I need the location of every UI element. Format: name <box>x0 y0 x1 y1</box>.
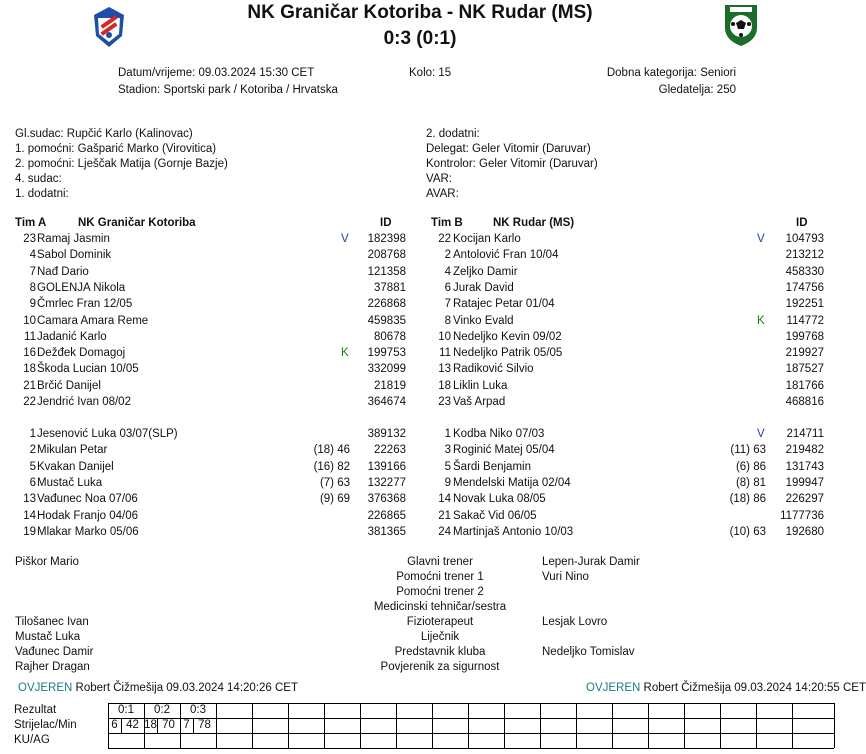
staff-home-name: Vađunec Damir <box>15 646 94 658</box>
grid-line <box>756 703 757 748</box>
staff-home-name: Piškor Mario <box>15 556 79 568</box>
player-number: 13 <box>23 493 36 506</box>
player-name: Vaš Arpad <box>453 396 506 408</box>
match-title: NK Graničar Kotoriba - NK Rudar (MS) <box>247 2 593 23</box>
captain-mark: K <box>757 314 765 327</box>
player-id: 37881 <box>374 281 406 294</box>
staff-away-name: Lepen-Jurak Damir <box>542 556 640 568</box>
player-number: 16 <box>23 347 36 360</box>
player-id: 80678 <box>374 330 406 343</box>
player-name: Čmrlec Fran 12/05 <box>37 298 133 311</box>
staff-role: Pomoćni trener 1 <box>396 571 484 583</box>
staff-role: Predstavnik kluba <box>394 646 486 658</box>
grid-line <box>540 703 541 748</box>
player-name: Vinko Evald <box>453 314 514 327</box>
player-name: Jurak David <box>453 281 514 294</box>
player-number: 14 <box>23 509 36 522</box>
player-number: 1 <box>444 428 451 440</box>
player-number: 9 <box>29 298 36 311</box>
player-id: 332099 <box>367 363 406 376</box>
player-id: 199947 <box>785 476 824 489</box>
grid-line <box>193 718 194 733</box>
verification-right-text: Robert Čižmešija 09.03.2024 14:20:55 CET <box>643 682 866 694</box>
player-name: Ratajec Petar 01/04 <box>453 298 555 311</box>
player-name: Vađunec Noa 07/06 <box>37 493 138 506</box>
player-number: 21 <box>23 379 36 392</box>
player-id: 213212 <box>785 249 824 262</box>
player-number: 4 <box>444 265 451 278</box>
player-number: 2 <box>444 249 451 262</box>
staff-role: Medicinski tehničar/sestra <box>373 601 507 613</box>
player-id: 458330 <box>785 265 824 278</box>
player-id: 131743 <box>785 460 824 473</box>
player-number: 8 <box>444 314 451 327</box>
substitution-info: (16) 82 <box>313 460 350 473</box>
player-number: 18 <box>438 379 451 392</box>
staff-home-name: Mustač Luka <box>15 631 81 643</box>
player-id: 192251 <box>785 298 824 311</box>
player-name: Antolović Fran 10/04 <box>453 249 559 262</box>
substitution-info: (6) 86 <box>735 460 766 473</box>
verification-left <box>18 682 298 694</box>
scorer-cell: 70 <box>162 719 175 731</box>
scorer-cell: 42 <box>126 719 139 731</box>
player-name: Jadanić Karlo <box>37 330 107 343</box>
player-name: Mustač Luka <box>37 476 103 489</box>
player-number: 4 <box>29 249 36 262</box>
official-line: Gl.sudac: Rupčić Karlo (Kalinovac) <box>15 128 193 140</box>
player-number: 8 <box>29 281 36 294</box>
team-a-name: NK Graničar Kotoriba <box>78 217 196 229</box>
player-number: 7 <box>444 298 451 311</box>
grid-line <box>648 703 649 748</box>
player-id: 174756 <box>785 281 824 294</box>
staff-role: Fizioterapeut <box>406 616 474 628</box>
player-name: Mikulan Petar <box>37 444 108 457</box>
player-name: Novak Luka 08/05 <box>453 493 546 506</box>
player-number: 1 <box>29 428 36 440</box>
staff-role: Glavni trener <box>407 556 473 568</box>
team-a-id-header: ID <box>380 217 392 229</box>
grid-line <box>108 748 834 749</box>
official-line: AVAR: <box>426 188 459 200</box>
player-id: 1177736 <box>780 509 824 522</box>
player-id: 219482 <box>785 444 824 457</box>
official-line: VAR: <box>426 173 452 185</box>
player-id: 208768 <box>367 249 406 262</box>
player-name: Nedeljko Patrik 05/05 <box>453 347 563 360</box>
match-stadium: Stadion: Sportski park / Kotoriba / Hrvatska <box>118 84 338 96</box>
player-name: Mlakar Marko 05/06 <box>37 525 139 538</box>
verification-left-status: OVJEREN <box>18 682 73 694</box>
grid-line <box>792 703 793 748</box>
goalkeeper-mark: V <box>757 233 765 245</box>
player-name: Camara Amara Reme <box>37 314 149 327</box>
player-name: Škoda Lucian 10/05 <box>37 363 139 376</box>
player-name: Jendrić Ivan 08/02 <box>37 396 131 408</box>
grid-line <box>121 718 122 733</box>
staff-role: Pomoćni trener 2 <box>396 586 484 598</box>
player-id: 132277 <box>367 476 406 489</box>
staff-away-name: Lesjak Lovro <box>542 616 608 628</box>
player-name: GOLENJA Nikola <box>37 281 126 294</box>
player-id: 226865 <box>367 509 406 522</box>
staff-role: Liječnik <box>420 631 460 643</box>
player-id: 187527 <box>785 363 824 376</box>
ku-ag-label: KU/AG <box>14 734 50 746</box>
official-line: 2. pomoćni: Lješčak Matija (Gornje Bazje) <box>15 158 228 170</box>
player-number: 13 <box>438 363 451 376</box>
player-id: 376368 <box>367 493 406 506</box>
player-number: 3 <box>444 444 451 457</box>
player-name: Roginić Matej 05/04 <box>453 444 555 457</box>
grid-line <box>720 703 721 748</box>
official-line: Delegat: Geler Vitomir (Daruvar) <box>426 143 591 155</box>
verification-right <box>586 682 866 694</box>
player-id: 226868 <box>367 298 406 311</box>
player-name: Brčić Danijel <box>37 379 101 392</box>
scorer-cell: 6 <box>111 719 118 731</box>
substitution-info: (18) 86 <box>729 493 766 506</box>
scorer-cell: 18 <box>144 719 157 731</box>
player-name: Ramaj Jasmin <box>37 233 110 245</box>
player-name: Dežđek Domagoj <box>37 347 126 360</box>
player-number: 11 <box>439 347 451 360</box>
player-name: Liklin Luka <box>453 379 508 392</box>
player-id: 468816 <box>785 396 824 408</box>
player-number: 7 <box>29 265 36 278</box>
grid-line <box>396 703 397 748</box>
grid-line <box>432 703 433 748</box>
team-b-name: NK Rudar (MS) <box>493 217 575 229</box>
player-id: 21819 <box>374 379 406 392</box>
grid-line <box>324 703 325 748</box>
player-number: 5 <box>29 460 36 473</box>
player-name: Hodak Franjo 04/06 <box>37 509 139 522</box>
player-id: 219927 <box>785 347 824 360</box>
player-id: 181766 <box>785 379 824 392</box>
player-id: 139166 <box>367 460 406 473</box>
grid-line <box>834 703 835 748</box>
player-name: Sakač Vid 06/05 <box>453 509 537 522</box>
official-line: 1. pomoćni: Gašparić Marko (Virovitica) <box>15 143 217 155</box>
player-id: 22263 <box>374 444 406 457</box>
age-category: Dobna kategorija: Seniori <box>606 67 736 79</box>
substitution-info: (11) 63 <box>730 444 766 457</box>
substitution-info: (10) 63 <box>729 525 766 538</box>
grid-line <box>612 703 613 748</box>
match-score: 0:3 (0:1) <box>383 28 457 49</box>
team-b-label: Tim B <box>431 217 463 229</box>
goalkeeper-mark: V <box>341 233 349 245</box>
grid-line <box>157 718 158 733</box>
result-score-cell: 0:1 <box>118 704 134 716</box>
grid-line <box>684 703 685 748</box>
player-number: 22 <box>438 233 451 245</box>
attendance: Gledatelja: 250 <box>658 84 736 96</box>
player-name: Kocijan Karlo <box>453 233 521 245</box>
player-number: 11 <box>24 330 36 343</box>
player-number: 6 <box>29 476 36 489</box>
match-datetime: Datum/vrijeme: 09.03.2024 15:30 CET <box>118 67 315 79</box>
scorer-cell: 7 <box>183 719 190 731</box>
player-name: Mendelski Matija 02/04 <box>453 476 571 489</box>
substitution-info: (8) 81 <box>735 476 766 489</box>
player-number: 23 <box>438 396 451 408</box>
official-line: Kontrolor: Geler Vitomir (Daruvar) <box>426 158 598 170</box>
player-number: 22 <box>23 396 36 408</box>
staff-away-name: Nedeljko Tomislav <box>542 646 635 658</box>
player-number: 6 <box>444 281 451 294</box>
player-number: 10 <box>23 314 36 327</box>
official-line: 1. dodatni: <box>15 188 69 200</box>
captain-mark: K <box>341 347 349 360</box>
player-number: 18 <box>23 363 36 376</box>
grid-line <box>288 703 289 748</box>
verification-left-text: Robert Čižmešija 09.03.2024 14:20:26 CET <box>75 682 298 694</box>
player-name: Radiković Silvio <box>453 363 534 376</box>
official-line: 4. sudac: <box>15 173 62 185</box>
player-number: 23 <box>23 233 36 245</box>
result-label: Rezultat <box>14 704 57 716</box>
player-id: 364674 <box>367 396 406 408</box>
match-round: Kolo: 15 <box>409 67 452 79</box>
player-id: 214711 <box>786 428 824 440</box>
player-name: Nedeljko Kevin 09/02 <box>453 330 562 343</box>
player-name: Zeljko Damir <box>453 265 518 278</box>
grid-line <box>360 703 361 748</box>
goalkeeper-mark: V <box>757 428 765 440</box>
player-name: Sabol Dominik <box>37 249 112 262</box>
substitution-info: (18) 46 <box>313 444 350 457</box>
scorer-label: Strijelac/Min <box>14 719 77 731</box>
player-id: 192680 <box>785 525 824 538</box>
player-number: 24 <box>438 525 451 538</box>
player-name: Nađ Dario <box>37 265 89 278</box>
substitution-info: (7) 63 <box>319 476 350 489</box>
grid-line <box>576 703 577 748</box>
team-b-id-header: ID <box>796 217 808 229</box>
player-number: 21 <box>438 509 451 522</box>
player-name: Šardi Benjamin <box>453 460 531 473</box>
player-number: 9 <box>444 476 451 489</box>
player-id: 459835 <box>367 314 406 327</box>
player-id: 389132 <box>367 428 406 440</box>
player-id: 199753 <box>367 347 406 360</box>
player-number: 14 <box>438 493 451 506</box>
staff-home-name: Rajher Dragan <box>15 661 90 673</box>
scorer-cell: 78 <box>198 719 211 731</box>
player-id: 381365 <box>367 525 406 538</box>
player-id: 114772 <box>786 314 824 327</box>
player-id: 104793 <box>785 233 824 245</box>
grid-line <box>468 703 469 748</box>
player-name: Kvakan Danijel <box>37 460 114 473</box>
staff-role: Povjerenik za sigurnost <box>380 661 500 673</box>
player-number: 5 <box>444 460 451 473</box>
player-name: Jesenović Luka 03/07(SLP) <box>37 428 178 440</box>
player-number: 10 <box>438 330 451 343</box>
player-number: 19 <box>23 525 36 538</box>
result-score-cell: 0:3 <box>190 704 206 716</box>
staff-away-name: Vuri Nino <box>542 571 589 583</box>
staff-home-name: Tilošanec Ivan <box>15 616 89 628</box>
team-a-label: Tim A <box>15 217 47 229</box>
grid-line <box>504 703 505 748</box>
player-id: 199768 <box>785 330 824 343</box>
grid-line <box>216 703 217 748</box>
player-id: 121358 <box>367 265 406 278</box>
player-number: 2 <box>29 444 36 457</box>
player-name: Martinjaš Antonio 10/03 <box>453 525 574 538</box>
result-score-cell: 0:2 <box>154 704 170 716</box>
verification-right-status: OVJEREN <box>586 682 641 694</box>
official-line: 2. dodatni: <box>426 128 480 140</box>
grid-line <box>252 703 253 748</box>
player-id: 226297 <box>785 493 824 506</box>
substitution-info: (9) 69 <box>319 493 350 506</box>
player-id: 182398 <box>367 233 406 245</box>
player-name: Kodba Niko 07/03 <box>453 428 545 440</box>
